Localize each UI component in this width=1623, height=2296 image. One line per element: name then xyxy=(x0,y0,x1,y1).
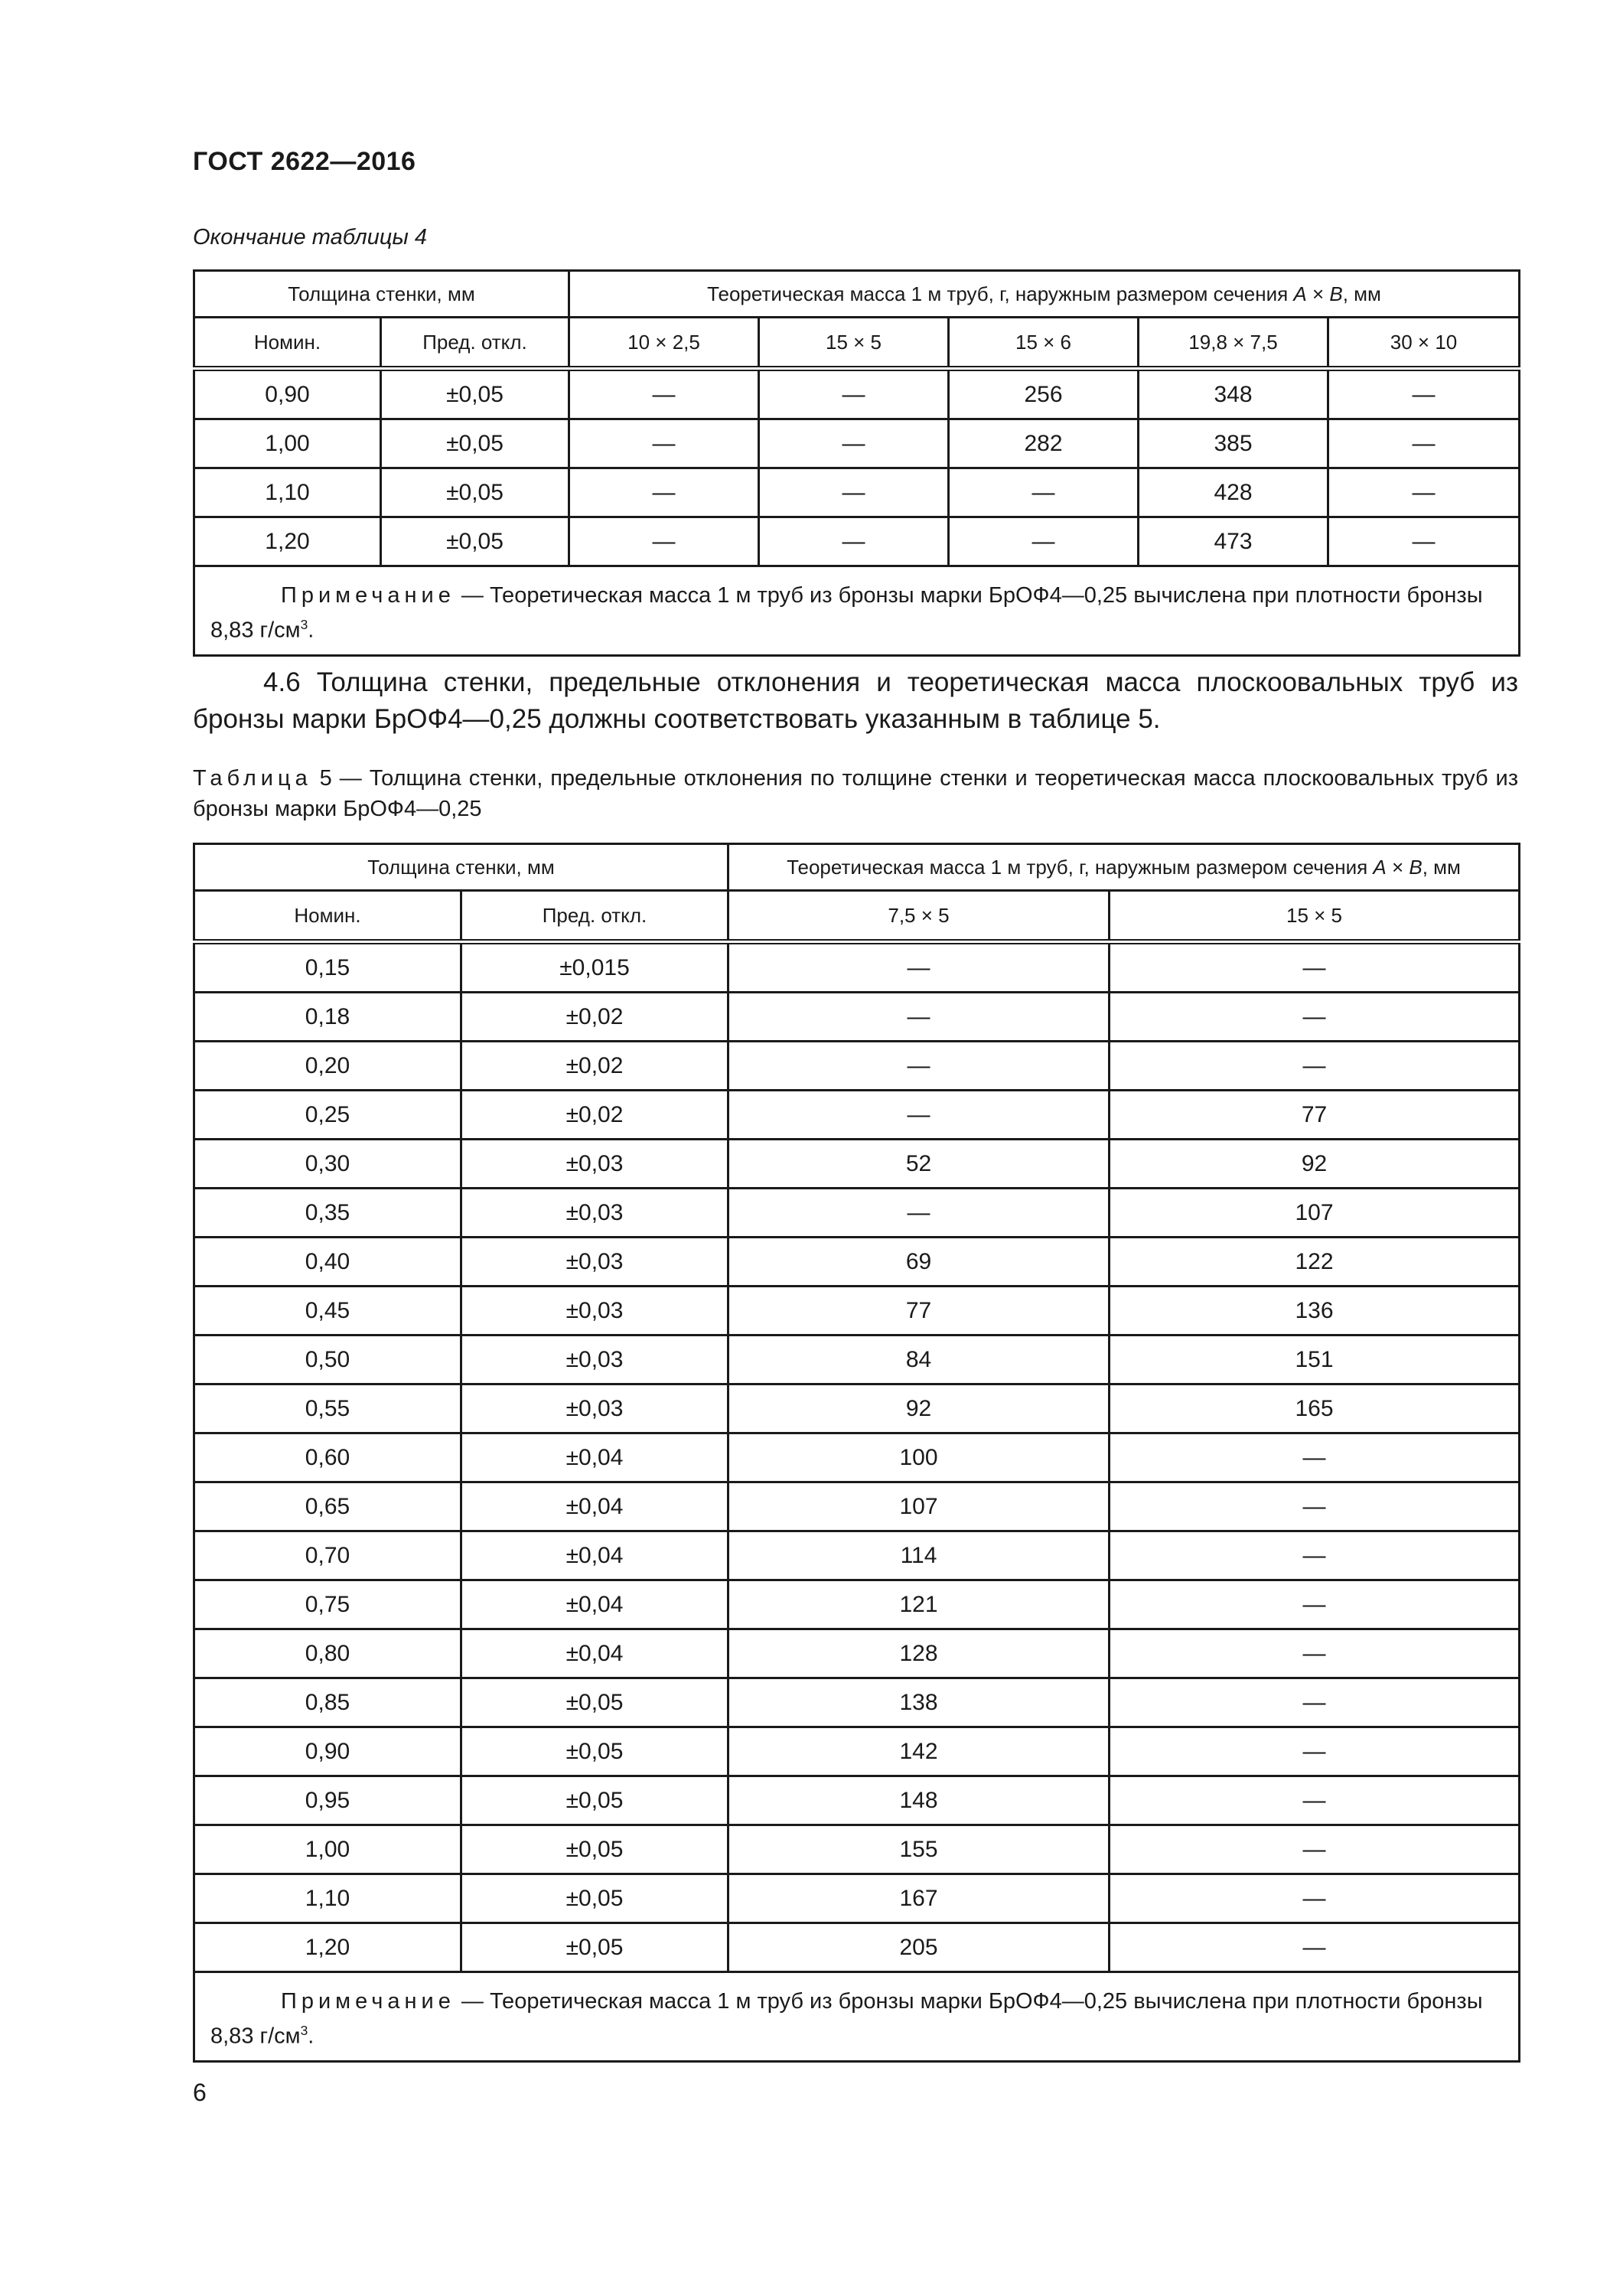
table-cell: ±0,02 xyxy=(461,1091,728,1140)
table-cell: 151 xyxy=(1110,1336,1520,1384)
table-cell: ±0,05 xyxy=(461,1727,728,1776)
table-cell: 142 xyxy=(728,1727,1110,1776)
table-cell: — xyxy=(759,468,949,517)
table-cell: 0,18 xyxy=(194,993,461,1042)
table-row xyxy=(194,369,1520,419)
table-cell: — xyxy=(1110,1727,1520,1776)
table-row xyxy=(194,419,1520,468)
table-cell: 128 xyxy=(728,1629,1110,1678)
table-cell: ±0,05 xyxy=(381,419,569,468)
table-cell: 77 xyxy=(728,1287,1110,1336)
table-cell: 0,20 xyxy=(194,1042,461,1091)
deviation-header: Пред. откл. xyxy=(461,891,728,942)
table-cell: ±0,03 xyxy=(461,1336,728,1384)
table-cell: 0,90 xyxy=(194,369,381,419)
table-cell: 1,20 xyxy=(194,1923,461,1972)
table-cell: — xyxy=(1110,1531,1520,1580)
table-row xyxy=(194,1874,1520,1923)
table-cell: 136 xyxy=(1110,1287,1520,1336)
table-row xyxy=(194,993,1520,1042)
table-cell: — xyxy=(1110,1580,1520,1629)
table-cell: 385 xyxy=(1139,419,1328,468)
table-cell: 92 xyxy=(1110,1140,1520,1189)
size-header: 19,8 × 7,5 xyxy=(1139,318,1328,369)
table-cell: 114 xyxy=(728,1531,1110,1580)
size-header: 15 × 5 xyxy=(1110,891,1520,942)
table-cell: — xyxy=(1110,1923,1520,1972)
table-cell: ±0,02 xyxy=(461,993,728,1042)
table-row xyxy=(194,1825,1520,1874)
table-5 xyxy=(193,843,1520,2063)
table-cell: 0,70 xyxy=(194,1531,461,1580)
table-cell: — xyxy=(1110,1776,1520,1825)
document-header: ГОСТ 2622—2016 xyxy=(193,147,416,176)
table-cell: — xyxy=(728,1042,1110,1091)
table-cell: — xyxy=(1110,1482,1520,1531)
table-cell: 0,55 xyxy=(194,1384,461,1433)
table-cell: 1,10 xyxy=(194,1874,461,1923)
table-cell: — xyxy=(1110,1629,1520,1678)
table-4 xyxy=(193,269,1520,657)
table-cell: ±0,05 xyxy=(381,369,569,419)
table-cell: — xyxy=(759,369,949,419)
table-cell: — xyxy=(728,942,1110,993)
size-header: 7,5 × 5 xyxy=(728,891,1110,942)
table-cell: 256 xyxy=(949,369,1139,419)
size-header: 15 × 5 xyxy=(759,318,949,369)
table-cell: 121 xyxy=(728,1580,1110,1629)
table4-note: Примечание — Теоретическая масса 1 м труб из бронзы марки БрОФ4—0,25 вычислена при плотности бронзы 8,83 $г/см^3$. xyxy=(194,566,1520,656)
mass-header: Теоретическая масса 1 м труб, г, наружным размером сечения А × В, мм xyxy=(569,271,1520,318)
table-cell: ±0,05 xyxy=(461,1874,728,1923)
table-cell: 1,00 xyxy=(194,1825,461,1874)
size-header: 10 × 2,5 xyxy=(569,318,759,369)
table-cell: 1,00 xyxy=(194,419,381,468)
wall-thickness-header: Толщина стенки, мм xyxy=(194,271,569,318)
table-cell: — xyxy=(1110,1042,1520,1091)
table-cell: ±0,04 xyxy=(461,1433,728,1482)
table-cell: 0,30 xyxy=(194,1140,461,1189)
table-row xyxy=(194,1629,1520,1678)
table-row xyxy=(194,1923,1520,1972)
table-row xyxy=(194,1531,1520,1580)
table-cell: 167 xyxy=(728,1874,1110,1923)
table-cell: 0,50 xyxy=(194,1336,461,1384)
table-cell: — xyxy=(1110,1433,1520,1482)
table-row xyxy=(194,1140,1520,1189)
table-cell: — xyxy=(569,517,759,566)
table-row xyxy=(194,1580,1520,1629)
table-row xyxy=(194,1727,1520,1776)
table-cell: 0,15 xyxy=(194,942,461,993)
table-row xyxy=(194,1091,1520,1140)
table-cell: 138 xyxy=(728,1678,1110,1727)
size-header: 15 × 6 xyxy=(949,318,1139,369)
table-cell: ±0,03 xyxy=(461,1140,728,1189)
table-cell: — xyxy=(569,419,759,468)
table-cell: 69 xyxy=(728,1238,1110,1287)
page-number: 6 xyxy=(193,2079,207,2106)
table-cell: ±0,05 xyxy=(461,1678,728,1727)
table-cell: 100 xyxy=(728,1433,1110,1482)
table-row xyxy=(194,1433,1520,1482)
table-cell: 282 xyxy=(949,419,1139,468)
table-cell: ±0,05 xyxy=(381,468,569,517)
table-cell: ±0,04 xyxy=(461,1580,728,1629)
table-row xyxy=(194,1287,1520,1336)
table-cell: — xyxy=(1328,468,1520,517)
table-cell: 148 xyxy=(728,1776,1110,1825)
table4-continuation-caption: Окончание таблицы 4 xyxy=(193,225,427,249)
table-cell: ±0,03 xyxy=(461,1189,728,1238)
table-cell: 155 xyxy=(728,1825,1110,1874)
table-cell: — xyxy=(728,1091,1110,1140)
table5-note: Примечание — Теоретическая масса 1 м труб из бронзы марки БрОФ4—0,25 вычислена при плотности бронзы 8,83 $г/см^3$. xyxy=(194,1972,1520,2062)
table-cell: 428 xyxy=(1139,468,1328,517)
table-cell: — xyxy=(949,468,1139,517)
table-cell: 0,45 xyxy=(194,1287,461,1336)
table-cell: 1,20 xyxy=(194,517,381,566)
table-cell: ±0,05 xyxy=(461,1776,728,1825)
table-row xyxy=(194,1776,1520,1825)
table-cell: 348 xyxy=(1139,369,1328,419)
table-cell: 84 xyxy=(728,1336,1110,1384)
table-row xyxy=(194,942,1520,993)
table-cell: ±0,03 xyxy=(461,1384,728,1433)
table-cell: 0,95 xyxy=(194,1776,461,1825)
table-cell: ±0,04 xyxy=(461,1482,728,1531)
table-cell: — xyxy=(1110,993,1520,1042)
table5-caption: Таблица 5 — Толщина стенки, предельные отклонения по толщине стенки и теоретическая масса плоскоовальных труб из бронзы марки БрОФ4—0,25 xyxy=(193,766,1518,821)
table-cell: — xyxy=(1328,369,1520,419)
table-cell: 165 xyxy=(1110,1384,1520,1433)
table-cell: ±0,05 xyxy=(461,1923,728,1972)
table-cell: — xyxy=(1110,1874,1520,1923)
table-cell: ±0,05 xyxy=(381,517,569,566)
nominal-header: Номин. xyxy=(194,318,381,369)
table-cell: — xyxy=(1110,1825,1520,1874)
nominal-header: Номин. xyxy=(194,891,461,942)
table-cell: 0,75 xyxy=(194,1580,461,1629)
table-cell: ±0,03 xyxy=(461,1238,728,1287)
table-cell: — xyxy=(569,468,759,517)
table-row xyxy=(194,1189,1520,1238)
size-header: 30 × 10 xyxy=(1328,318,1520,369)
table-cell: ±0,02 xyxy=(461,1042,728,1091)
table-row xyxy=(194,1042,1520,1091)
table-cell: — xyxy=(1328,517,1520,566)
table-cell: — xyxy=(569,369,759,419)
table-cell: 107 xyxy=(1110,1189,1520,1238)
table-cell: — xyxy=(759,419,949,468)
table-row xyxy=(194,1482,1520,1531)
table-cell: 1,10 xyxy=(194,468,381,517)
table-cell: 0,60 xyxy=(194,1433,461,1482)
table-cell: 52 xyxy=(728,1140,1110,1189)
table-cell: — xyxy=(728,993,1110,1042)
table-cell: ±0,05 xyxy=(461,1825,728,1874)
table-cell: — xyxy=(949,517,1139,566)
table-cell: 205 xyxy=(728,1923,1110,1972)
table-cell: 122 xyxy=(1110,1238,1520,1287)
table-cell: ±0,04 xyxy=(461,1531,728,1580)
table-row xyxy=(194,1384,1520,1433)
table-cell: 0,85 xyxy=(194,1678,461,1727)
table-cell: 0,90 xyxy=(194,1727,461,1776)
table-cell: — xyxy=(728,1189,1110,1238)
table-cell: ±0,03 xyxy=(461,1287,728,1336)
table-cell: 0,25 xyxy=(194,1091,461,1140)
table-cell: 107 xyxy=(728,1482,1110,1531)
table-row xyxy=(194,468,1520,517)
table-cell: — xyxy=(759,517,949,566)
table-cell: 77 xyxy=(1110,1091,1520,1140)
table-cell: 0,65 xyxy=(194,1482,461,1531)
table-cell: — xyxy=(1110,1678,1520,1727)
table-row xyxy=(194,517,1520,566)
table-cell: ±0,015 xyxy=(461,942,728,993)
table-cell: 92 xyxy=(728,1384,1110,1433)
table-row xyxy=(194,1336,1520,1384)
paragraph-4-6: 4.6 Толщина стенки, предельные отклонения и теоретическая масса плоскоовальных труб из бронзы марки БрОФ4—0,25 должны соответствовать указанным в таблице 5. xyxy=(193,667,1518,734)
table-cell: 473 xyxy=(1139,517,1328,566)
table-cell: ±0,04 xyxy=(461,1629,728,1678)
table-row xyxy=(194,1678,1520,1727)
table-cell: — xyxy=(1328,419,1520,468)
mass-header: Теоретическая масса 1 м труб, г, наружным размером сечения А × В, мм xyxy=(728,844,1520,891)
deviation-header: Пред. откл. xyxy=(381,318,569,369)
table-cell: 0,80 xyxy=(194,1629,461,1678)
wall-thickness-header: Толщина стенки, мм xyxy=(194,844,728,891)
table-cell: — xyxy=(1110,942,1520,993)
table-row xyxy=(194,1238,1520,1287)
table-cell: 0,40 xyxy=(194,1238,461,1287)
table-cell: 0,35 xyxy=(194,1189,461,1238)
